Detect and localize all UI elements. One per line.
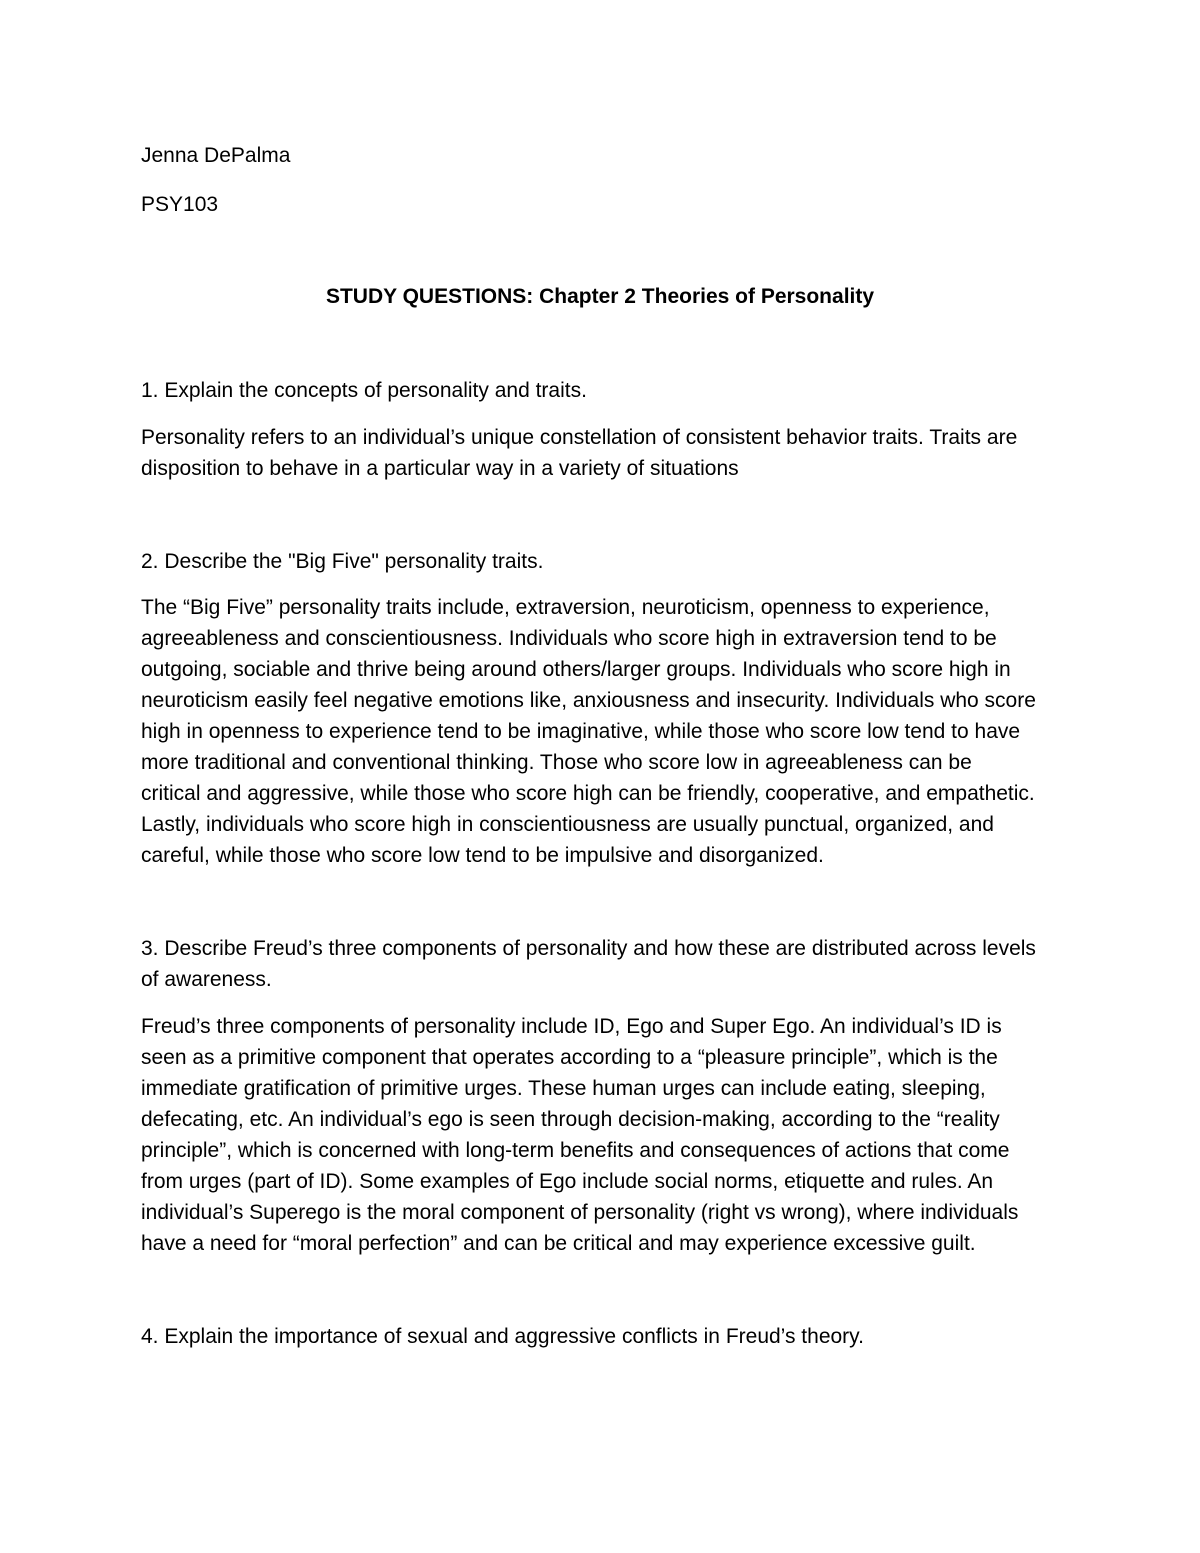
question-3-line-1: 3. Describe Freud’s three components of personality and how these are distributed across levels [141, 937, 1036, 960]
answer-2-line-3: outgoing, sociable and thrive being around others/larger groups. Individuals who score high in [141, 658, 1011, 681]
answer-2-line-7: critical and aggressive, while those who score high can be friendly, cooperative, and empathetic. [141, 782, 1035, 805]
answer-3-line-3: immediate gratification of primitive urges. These human urges can include eating, sleeping, [141, 1077, 986, 1100]
question-4-text: 4. Explain the importance of sexual and aggressive conflicts in Freud’s theory. [141, 1325, 864, 1348]
question-1-text: 1. Explain the concepts of personality and traits. [141, 379, 587, 402]
answer-3-line-8: have a need for “moral perfection” and can be critical and may experience excessive guilt. [141, 1232, 976, 1255]
answer-2-line-8: Lastly, individuals who score high in conscientiousness are usually punctual, organized, and [141, 813, 994, 836]
answer-2-line-1: The “Big Five” personality traits include, extraversion, neuroticism, openness to experience, [141, 596, 990, 619]
answer-2-line-9: careful, while those who score low tend to be impulsive and disorganized. [141, 844, 824, 867]
answer-3-line-1: Freud’s three components of personality include ID, Ego and Super Ego. An individual’s ID is [141, 1015, 1002, 1038]
author-name: Jenna DePalma [141, 144, 291, 167]
answer-3-line-6: from urges (part of ID). Some examples of Ego include social norms, etiquette and rules. An [141, 1170, 994, 1193]
answer-3-line-4: defecating, etc. An individual’s ego is seen through decision-making, according to the “reality [141, 1108, 1000, 1131]
answer-2-line-5: high in openness to experience tend to be imaginative, while those who score low tend to have [141, 720, 1021, 743]
answer-3-line-7: individual’s Superego is the moral component of personality (right vs wrong), where individuals [141, 1201, 1019, 1224]
answer-1-line-1: Personality refers to an individual’s unique constellation of consistent behavior traits. Traits are [141, 426, 1018, 449]
answer-3-line-5: principle”, which is concerned with long-term benefits and consequences of actions that come [141, 1139, 1010, 1162]
answer-1-line-2: disposition to behave in a particular way in a variety of situations [141, 457, 739, 480]
answer-2-line-2: agreeableness and conscientiousness. Individuals who score high in extraversion tend to be [141, 627, 997, 650]
answer-3-line-2: seen as a primitive component that operates according to a “pleasure principle”, which is the [141, 1046, 998, 1069]
answer-2-line-6: more traditional and conventional thinking. Those who score low in agreeableness can be [141, 751, 972, 774]
question-2-text: 2. Describe the "Big Five" personality traits. [141, 550, 544, 573]
document-title: STUDY QUESTIONS: Chapter 2 Theories of Personality [325, 285, 875, 308]
course-code: PSY103 [141, 193, 219, 216]
answer-2-line-4: neuroticism easily feel negative emotions like, anxiousness and insecurity. Individuals who score [141, 689, 1036, 712]
question-3-line-2: of awareness. [141, 968, 272, 991]
